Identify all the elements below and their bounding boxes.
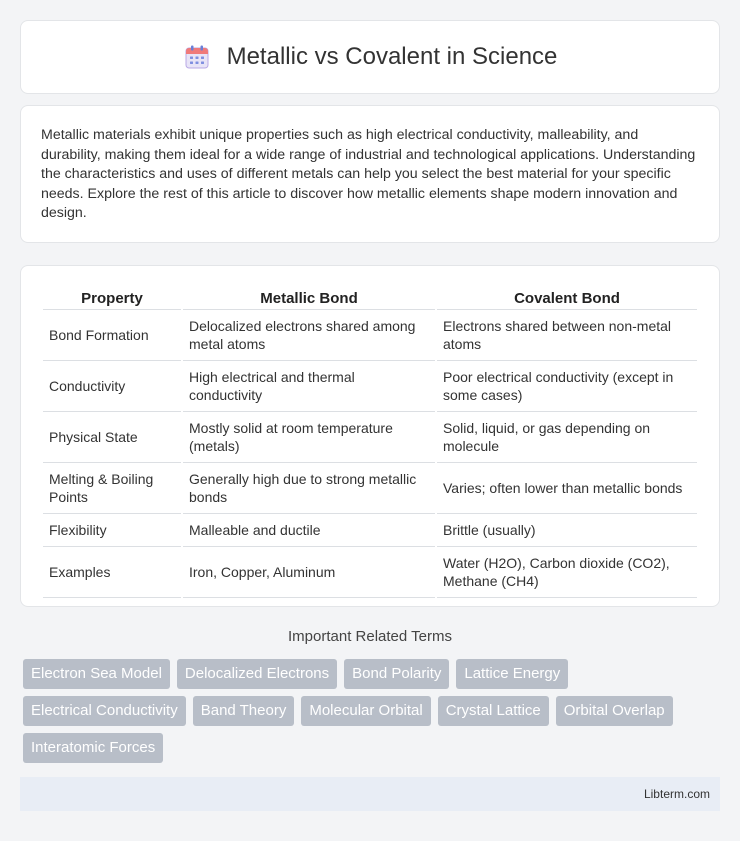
comparison-table: [41, 286, 699, 598]
table-row: [43, 547, 697, 598]
table-cell: High electrical and thermal conductivity: [183, 361, 435, 412]
related-term-tag[interactable]: Electrical Conductivity: [23, 696, 186, 726]
table-row: [43, 412, 697, 463]
column-header: Metallic Bond: [183, 286, 435, 310]
table-row: [43, 310, 697, 361]
related-term-tag[interactable]: Interatomic Forces: [23, 733, 163, 763]
related-term-tag[interactable]: Delocalized Electrons: [177, 659, 337, 689]
related-term-tag[interactable]: Lattice Energy: [456, 659, 568, 689]
related-term-tag[interactable]: Bond Polarity: [344, 659, 449, 689]
table-cell: Bond Formation: [43, 310, 181, 361]
page-title: Metallic vs Covalent in Science: [226, 43, 558, 70]
footer: [20, 777, 720, 811]
intro-paragraph: Metallic materials exhibit unique properties such as high electrical conductivity, malleability, and durability, making them ideal for a wide range of industrial and technological applications. Understanding the characteristics and uses of different metals can help you select the best material for your specific needs. Explore the rest of this article to discover how metallic elements shape modern innovation and design.: [41, 127, 696, 222]
footer-site-link[interactable]: Libterm.com: [643, 787, 710, 801]
table-cell: Iron, Copper, Aluminum: [183, 547, 435, 598]
table-cell: Physical State: [43, 412, 181, 463]
comparison-card: [20, 265, 720, 607]
table-cell: Electrons shared between non-metal atoms: [437, 310, 697, 361]
table-cell: Poor electrical conductivity (except in some cases): [437, 361, 697, 412]
table-cell: Examples: [43, 547, 181, 598]
related-terms-list: [20, 659, 720, 763]
related-term-tag[interactable]: Molecular Orbital: [301, 696, 430, 726]
intro-card: [20, 105, 720, 243]
column-header: Covalent Bond: [437, 286, 697, 310]
table-cell: Mostly solid at room temperature (metals): [183, 412, 435, 463]
table-cell: Delocalized electrons shared among metal atoms: [183, 310, 435, 361]
table-cell: Solid, liquid, or gas depending on molecule: [437, 412, 697, 463]
related-terms-heading: Important Related Terms: [288, 628, 452, 645]
title-card: [20, 20, 720, 94]
table-cell: Conductivity: [43, 361, 181, 412]
table-row: [43, 361, 697, 412]
table-cell: Flexibility: [43, 514, 181, 547]
related-term-tag[interactable]: Electron Sea Model: [23, 659, 170, 689]
related-term-tag[interactable]: Band Theory: [193, 696, 295, 726]
column-header: Property: [43, 286, 181, 310]
table-header-row: [43, 286, 697, 310]
calendar-icon: [183, 43, 211, 71]
table-cell: Varies; often lower than metallic bonds: [437, 463, 697, 514]
table-cell: Water (H2O), Carbon dioxide (CO2), Methane (CH4): [437, 547, 697, 598]
table-cell: Melting & Boiling Points: [43, 463, 181, 514]
table-cell: Malleable and ductile: [183, 514, 435, 547]
table-cell: Brittle (usually): [437, 514, 697, 547]
table-row: [43, 514, 697, 547]
related-term-tag[interactable]: Orbital Overlap: [556, 696, 673, 726]
table-row: [43, 463, 697, 514]
table-cell: Generally high due to strong metallic bonds: [183, 463, 435, 514]
related-term-tag[interactable]: Crystal Lattice: [438, 696, 549, 726]
